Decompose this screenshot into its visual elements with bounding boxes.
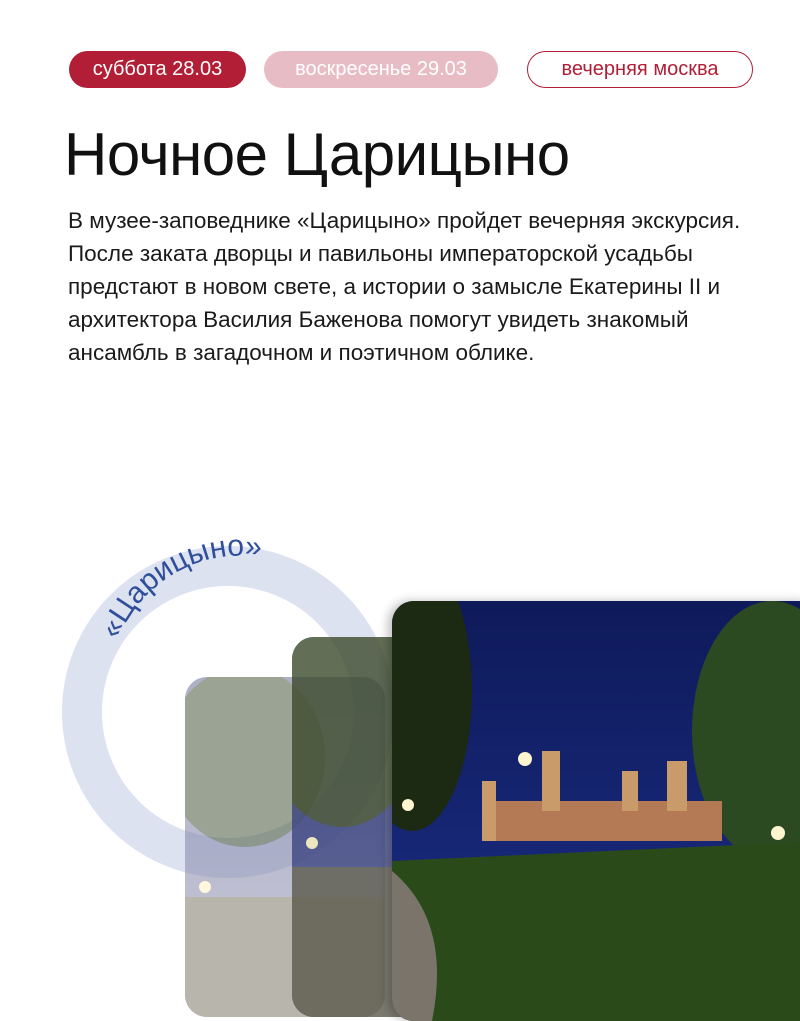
tab-saturday[interactable]: суббота 28.03: [69, 51, 246, 88]
brand-badge: вечерняя москва: [527, 51, 753, 88]
ring-label: «Царицыно»: [94, 529, 264, 643]
event-description: В музее-заповеднике «Царицыно» пройдет вечерняя экскурсия. После заката дворцы и павильоны императорской усадьбы предстают в новом свете, а истории о замысле Екатерины II и архитектора Василия Баженова помогут увидеть знакомый ансамбль в загадочном и поэтичном облике.: [68, 208, 741, 365]
page-title: Ночное Царицыно: [64, 121, 570, 188]
tab-sunday[interactable]: воскресенье 29.03: [264, 51, 498, 88]
photo-tsaritsyno-night: [392, 601, 800, 1021]
